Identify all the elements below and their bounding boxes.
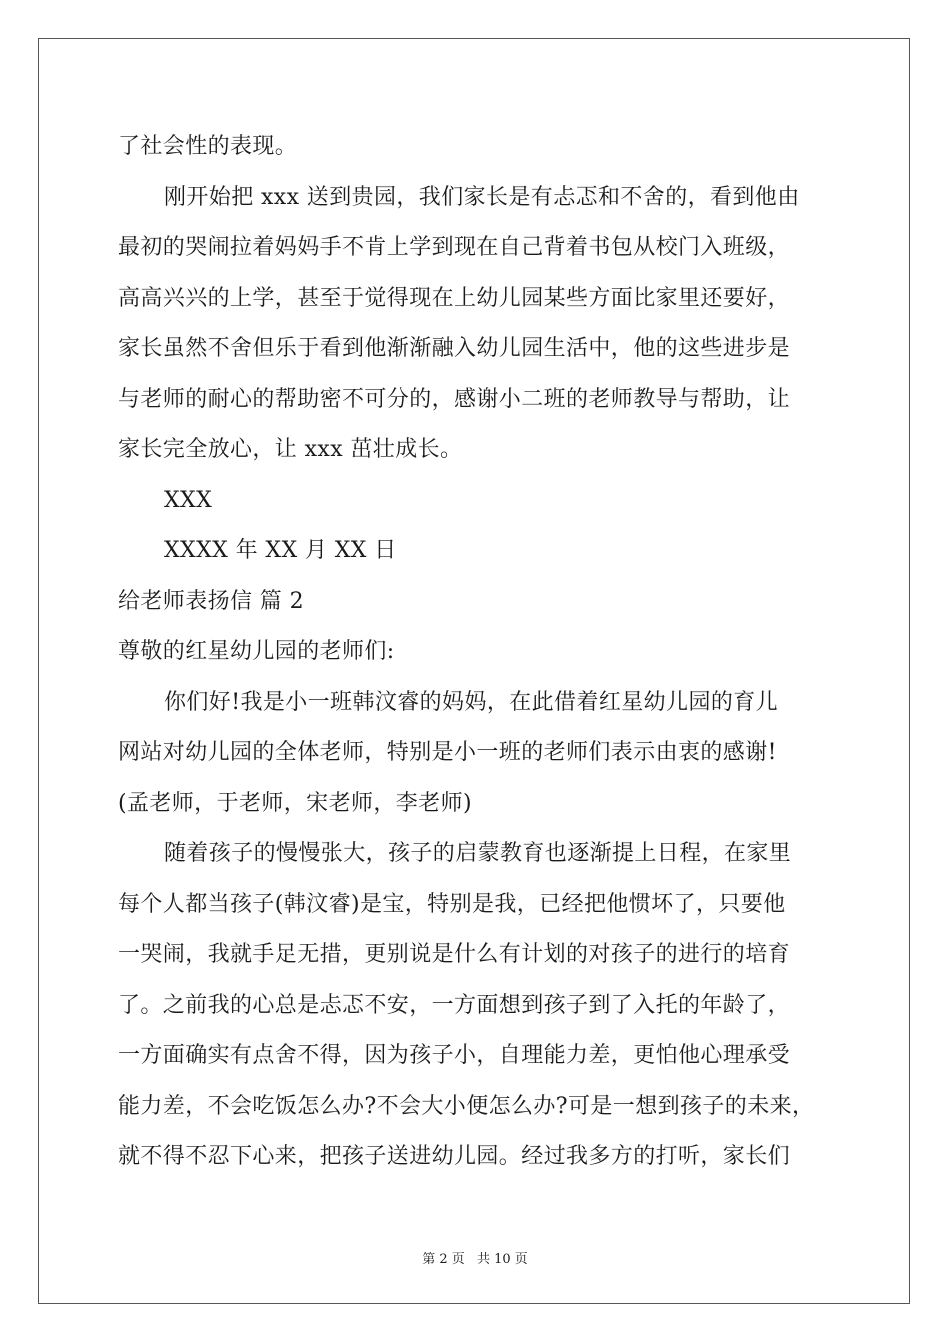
text-line: 一方面确实有点舍不得，因为孩子小，自理能力差，更怕他心理承受 (118, 1043, 791, 1068)
text-line: XXXX 年 XX 月 XX 日 (164, 538, 397, 563)
text-line: 家长完全放心，让 xxx 茁壮成长。 (118, 437, 463, 462)
text-line: 家长虽然不舍但乐于看到他渐渐融入幼儿园生活中，他的这些进步是 (118, 336, 791, 361)
page-number-current: 第 2 页 (422, 1252, 465, 1267)
text-line: 能力差，不会吃饭怎么办?不会大小便怎么办?可是一想到孩子的未来， (118, 1093, 815, 1119)
text-line: 与老师的耐心的帮助密不可分的，感谢小二班的老师教导与帮助，让 (118, 386, 791, 412)
text-line: 最初的哭闹拉着妈妈手不肯上学到现在自己背着书包从校门入班级， (118, 235, 791, 260)
text-line: 给老师表扬信 篇 2 (118, 588, 304, 614)
text-line: 高高兴兴的上学，甚至于觉得现在上幼儿园某些方面比家里还要好， (118, 285, 791, 311)
text-line: 网站对幼儿园的全体老师，特别是小一班的老师们表示由衷的感谢! (118, 740, 777, 765)
text-line: 尊敬的红星幼儿园的老师们: (118, 639, 395, 664)
text-line: 一哭闹，我就手足无措，更别说是什么有计划的对孩子的进行的培育 (118, 942, 791, 967)
text-line: 随着孩子的慢慢张大，孩子的启蒙教育也逐渐提上日程，在家里 (164, 841, 792, 866)
text-line: 了。之前我的心总是忐忑不安，一方面想到孩子到了入托的年龄了， (118, 992, 791, 1018)
text-line: XXX (164, 487, 213, 513)
text-line: 每个人都当孩子(韩汶睿)是宝，特别是我，已经把他惯坏了，只要他 (118, 891, 786, 917)
text-line: 你们好!我是小一班韩汶睿的妈妈，在此借着红星幼儿园的育儿 (164, 689, 779, 715)
text-line: (孟老师，于老师，宋老师，李老师) (118, 790, 472, 816)
page-footer (0, 1248, 950, 1267)
text-line: 就不得不忍下心来，把孩子送进幼儿园。经过我多方的打听，家长们 (118, 1144, 791, 1169)
text-line: 了社会性的表现。 (118, 134, 298, 159)
text-line: 刚开始把 xxx 送到贵园，我们家长是有忐忑和不舍的，看到他由 (164, 184, 800, 210)
document-body (118, 122, 838, 1183)
page-number-total: 共 10 页 (476, 1252, 528, 1267)
